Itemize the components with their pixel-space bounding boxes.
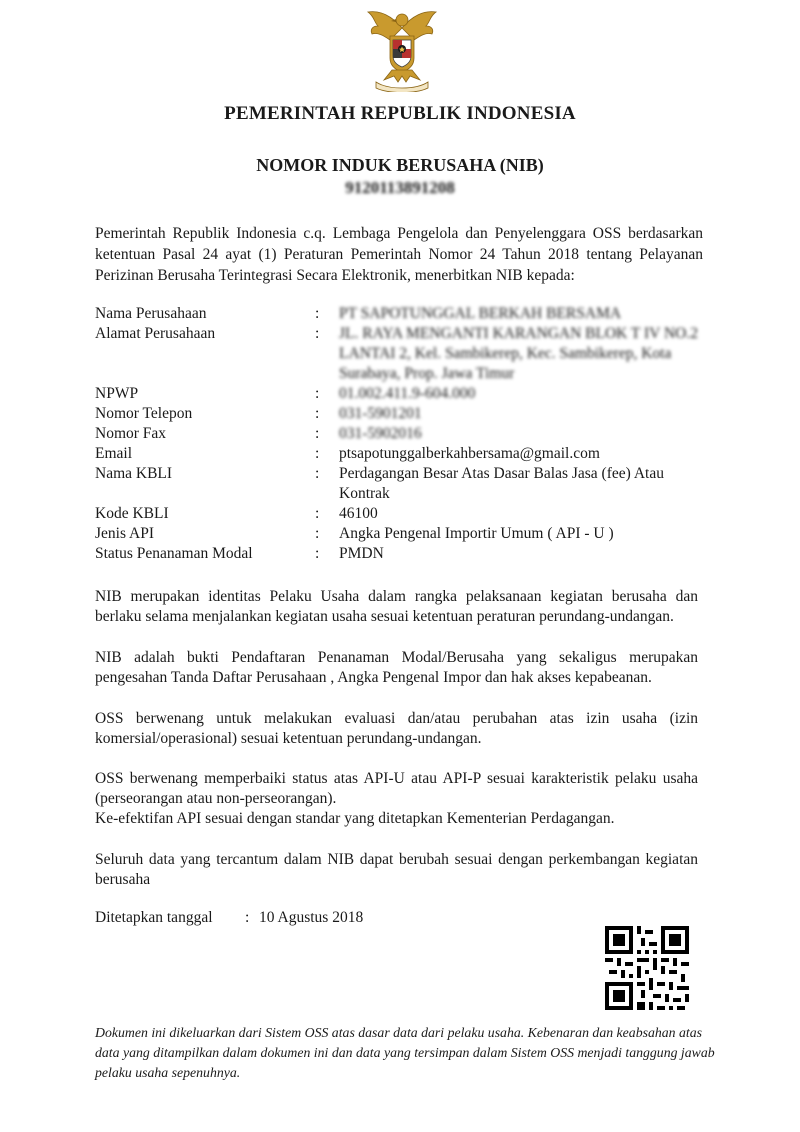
field-row-company-address: [95, 324, 705, 384]
field-label: Nama KBLI: [95, 465, 173, 482]
paragraph-nib-proof: NIB adalah bukti Pendaftaran Penanaman Modal/Berusaha yang sekaligus merupakan pengesahan Tanda Daftar Perusahaan , Angka Pengenal Impor dan hak akses kepabeanan.: [95, 649, 698, 686]
field-value: ptsapotunggalberkahbersama@gmail.com: [339, 445, 600, 462]
field-colon: :: [315, 525, 320, 542]
footer-disclaimer: Dokumen ini dikeluarkan dari Sistem OSS atas dasar data dari pelaku usaha. Kebenaran dan keabsahan atas data yang ditampilkan dalam dokumen ini dan data yang tersimpan dalam Sistem OSS menjadi tanggung jawab pelaku usaha sepenuhnya.: [95, 1025, 715, 1080]
field-colon: :: [315, 305, 320, 322]
field-row-kbli-name: [95, 464, 705, 504]
issue-date-colon: :: [245, 909, 250, 926]
paragraph-oss-evaluation: OSS berwenang untuk melakukan evaluasi dan/atau perubahan atas izin usaha (izin komersial/operasional) sesuai ketentuan perundang-undangan.: [95, 710, 698, 747]
document-title: NOMOR INDUK BERUSAHA (NIB): [256, 155, 544, 175]
nib-number: 9120113891208: [345, 178, 455, 197]
field-label: Jenis API: [95, 525, 154, 542]
paragraph-data-changes: Seluruh data yang tercantum dalam NIB dapat berubah sesuai dengan perkembangan kegiatan berusaha: [95, 851, 698, 888]
field-row-investment-status: [95, 544, 705, 564]
field-colon: :: [315, 445, 320, 462]
company-details: [95, 304, 705, 564]
garuda-emblem-icon: [362, 6, 442, 92]
field-row-kbli-code: [95, 504, 705, 524]
field-label: Email: [95, 445, 133, 462]
field-label: NPWP: [95, 385, 139, 402]
field-value: 01.002.411.9-604.000: [339, 385, 476, 402]
field-value: JL. RAYA MENGANTI KARANGAN BLOK T IV NO.2 LANTAI 2, Kel. Sambikerep, Kec. Sambikerep, Kota Surabaya, Prop. Jawa Timur: [339, 325, 698, 382]
paragraph-nib-identity: NIB merupakan identitas Pelaku Usaha dalam rangka pelaksanaan kegiatan berusaha dan berlaku selama menjalankan kegiatan usaha sesuai ketentuan peraturan perundang-undangan.: [95, 588, 698, 625]
field-value: PT SAPOTUNGGAL BERKAH BERSAMA: [339, 305, 622, 322]
field-value: 031-5902016: [339, 425, 422, 442]
field-row-npwp: [95, 384, 705, 404]
field-row-fax: [95, 424, 705, 444]
government-title: PEMERINTAH REPUBLIK INDONESIA: [224, 103, 576, 124]
field-value: 46100: [339, 505, 378, 522]
field-label: Alamat Perusahaan: [95, 325, 216, 342]
issue-date-label: Ditetapkan tanggal: [95, 909, 213, 926]
field-value: PMDN: [339, 545, 384, 562]
field-row-email: [95, 444, 705, 464]
field-value: Perdagangan Besar Atas Dasar Balas Jasa (fee) Atau Kontrak: [339, 465, 664, 502]
field-value: 031-5901201: [339, 405, 422, 422]
field-colon: :: [315, 425, 320, 442]
field-colon: :: [315, 465, 320, 482]
intro-paragraph: Pemerintah Republik Indonesia c.q. Lembaga Pengelola dan Penyelenggara OSS berdasarkan ketentuan Pasal 24 ayat (1) Peraturan Pemerintah Nomor 24 Tahun 2018 tentang Pelayanan Perizinan Berusaha Terintegrasi Secara Elektronik, menerbitkan NIB kepada:: [95, 225, 703, 284]
field-colon: :: [315, 545, 320, 562]
field-row-phone: [95, 404, 705, 424]
field-colon: :: [315, 325, 320, 342]
field-row-api-type: [95, 524, 705, 544]
field-label: Kode KBLI: [95, 505, 169, 522]
issue-date-value: 10 Agustus 2018: [259, 909, 364, 926]
field-row-company-name: [95, 304, 705, 324]
field-colon: :: [315, 505, 320, 522]
paragraph-oss-api-status: OSS berwenang memperbaiki status atas API-U atau API-P sesuai karakteristik pelaku usaha (perseorangan atau non-perseorangan).: [95, 770, 698, 807]
field-colon: :: [315, 385, 320, 402]
field-value: Angka Pengenal Importir Umum ( API - U ): [339, 525, 614, 542]
qr-code-icon: [605, 926, 689, 1010]
field-label: Nomor Fax: [95, 425, 167, 442]
field-label: Nomor Telepon: [95, 405, 193, 422]
field-label: Nama Perusahaan: [95, 305, 207, 322]
paragraph-api-effectiveness: Ke-efektifan API sesuai dengan standar yang ditetapkan Kementerian Perdagangan.: [95, 810, 615, 827]
field-colon: :: [315, 405, 320, 422]
field-label: Status Penanaman Modal: [95, 545, 253, 562]
issue-date: [95, 909, 363, 927]
